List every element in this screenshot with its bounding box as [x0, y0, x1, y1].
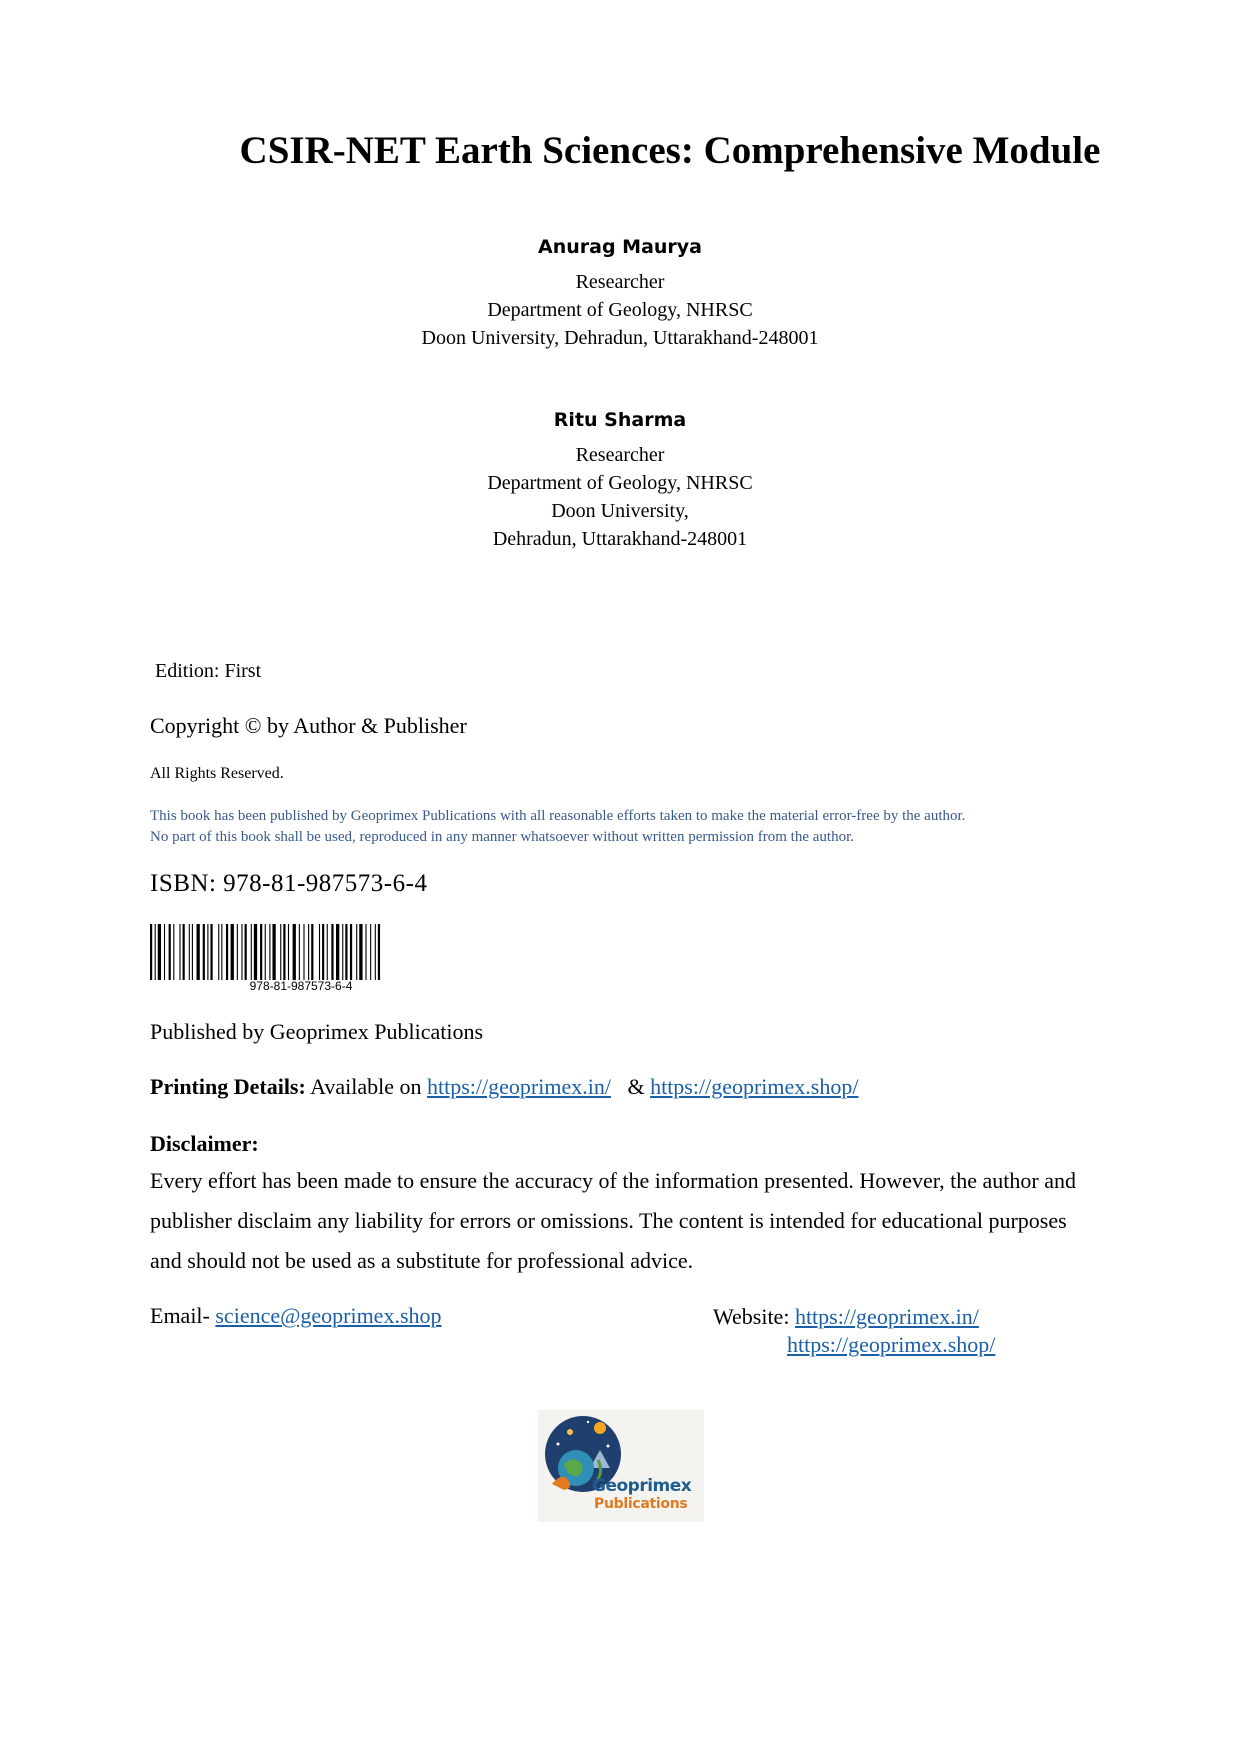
author-address: Doon University, Dehradun, Uttarakhand-248001 [421, 327, 819, 349]
printing-details [150, 1074, 858, 1100]
isbn: ISBN: 978-81-987573-6-4 [150, 870, 428, 897]
author-role: Researcher [575, 271, 665, 293]
isbn-barcode [150, 924, 452, 980]
website-link-in[interactable]: https://geoprimex.in/ [794, 1304, 979, 1329]
author-block-1 [0, 236, 1240, 352]
copyright: Copyright © by Author & Publisher [150, 713, 467, 738]
publication-notice [150, 806, 1110, 848]
author-university: Doon University, [551, 500, 689, 522]
website-contact [713, 1303, 995, 1359]
logo-subname: Publications [594, 1496, 688, 1512]
website-link-shop[interactable]: https://geoprimex.shop/ [787, 1332, 996, 1357]
disclaimer-text: Every effort has been made to ensure the accuracy of the information presented. However, the author and publisher disclaim any liability for errors or omissions. The content is intended for educational purposes and should not be used as a substitute for professional advice. [150, 1168, 1076, 1273]
author-department: Department of Geology, NHRSC [487, 299, 753, 321]
notice-line-2: No part of this book shall be used, reproduced in any manner whatsoever without written permission from the author. [150, 829, 855, 845]
logo-name: Geoprimex [592, 1476, 692, 1496]
publisher-logo [538, 1410, 704, 1522]
author-address: Dehradun, Uttarakhand-248001 [492, 528, 748, 550]
author-role: Researcher [575, 444, 665, 466]
rights-reserved: All Rights Reserved. [150, 765, 284, 782]
disclaimer-heading: Disclaimer: [150, 1131, 259, 1156]
author-department: Department of Geology, NHRSC [487, 472, 753, 494]
barcode-number: 978-81-987573-6-4 [249, 979, 353, 993]
printing-amp: & [627, 1074, 645, 1099]
author-block-2 [0, 409, 1240, 553]
edition: Edition: First [155, 660, 262, 682]
email-link[interactable]: science@geoprimex.shop [215, 1303, 442, 1328]
printing-label: Printing Details: [150, 1074, 306, 1099]
printing-link-shop[interactable]: https://geoprimex.shop/ [650, 1074, 859, 1099]
email-label: Email- [150, 1303, 210, 1328]
email-contact [150, 1303, 442, 1329]
author-name: Anurag Maurya [538, 236, 702, 258]
page-title: CSIR-NET Earth Sciences: Comprehensive Module [239, 129, 1101, 172]
website-label: Website: [713, 1304, 790, 1329]
notice-line-1: This book has been published by Geoprimex Publications with all reasonable efforts taken to make the material error-free by the author. [150, 808, 966, 824]
printing-link-in[interactable]: https://geoprimex.in/ [427, 1074, 611, 1099]
printing-text: Available on [310, 1074, 422, 1099]
author-name: Ritu Sharma [553, 409, 687, 431]
published-by: Published by Geoprimex Publications [150, 1019, 484, 1044]
